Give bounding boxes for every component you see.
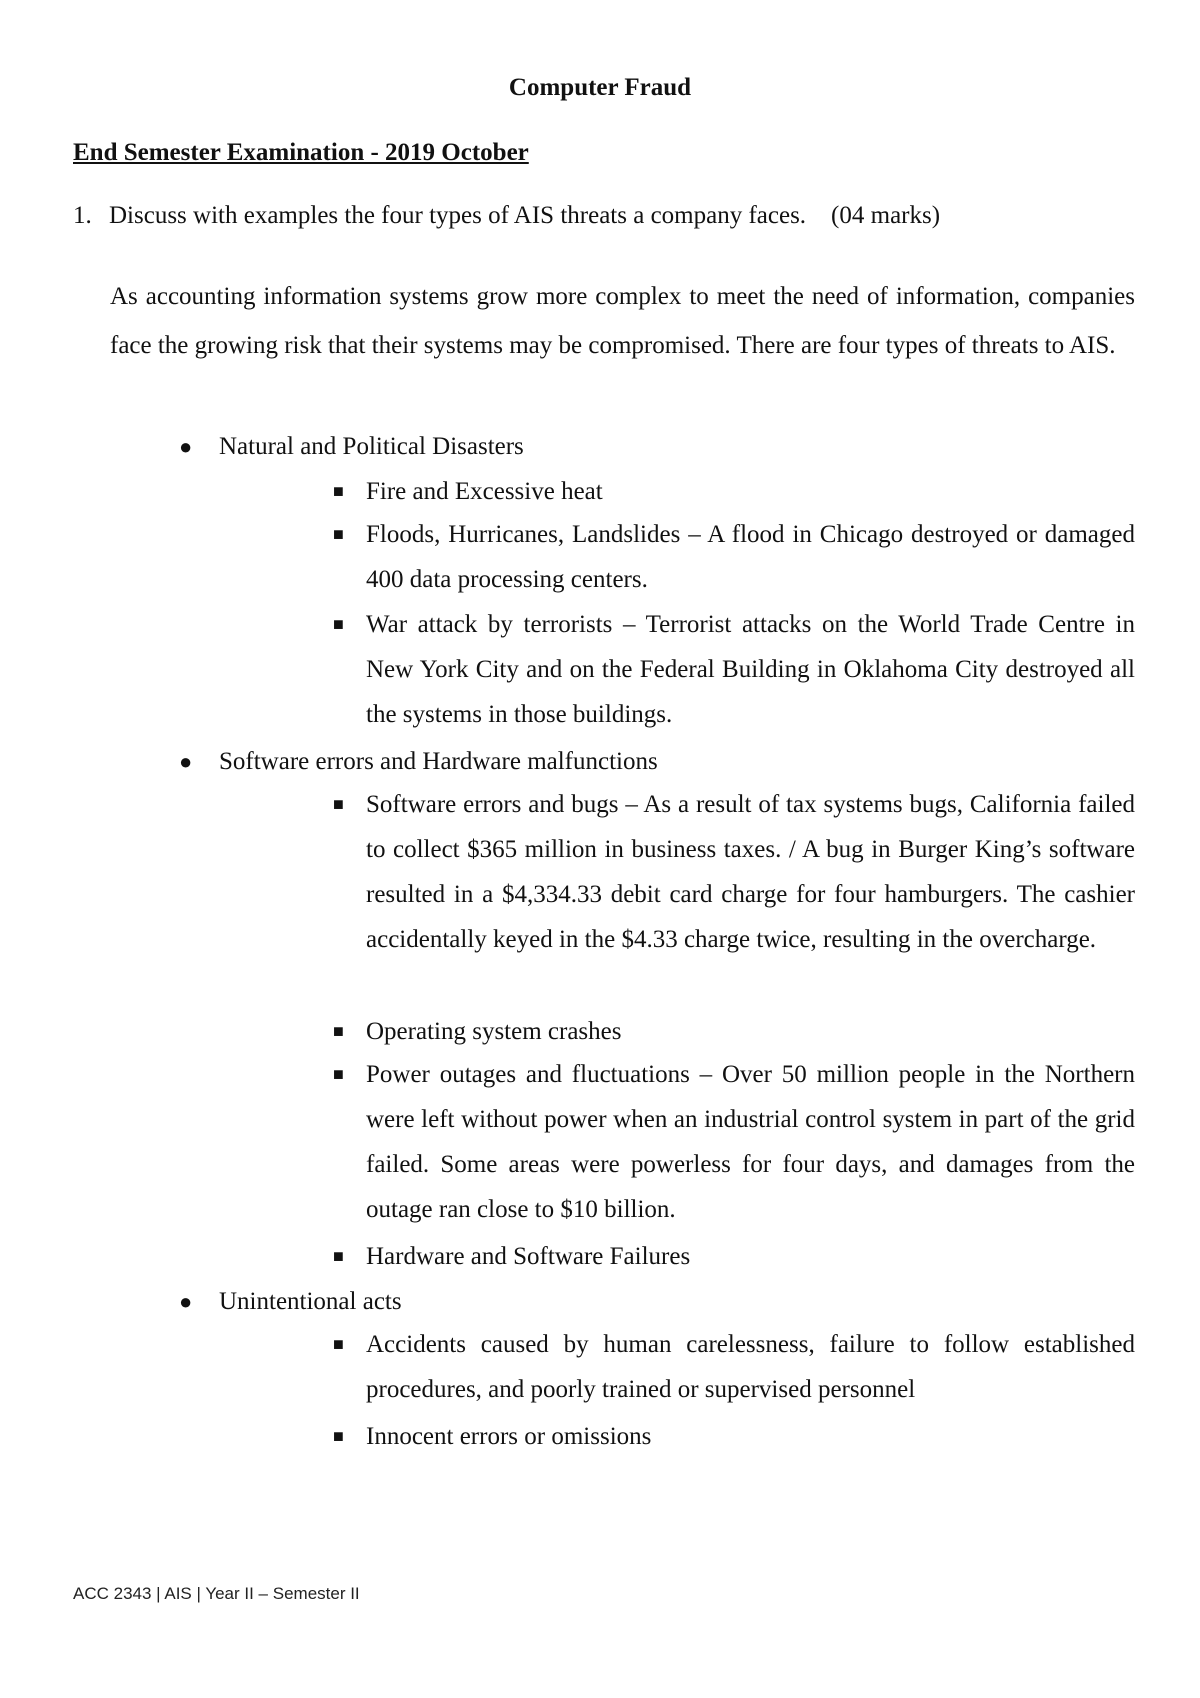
bullet-square-icon: ■ [333, 524, 344, 544]
list-item [333, 1052, 1135, 1232]
exam-heading: End Semester Examination - 2019 October [73, 139, 529, 166]
list-item-text: Software errors and bugs – As a result of tax systems bugs, California failed to collect $365 million in business taxes. / A bug in Burger King’s software resulted in a $4,334.33 debit card charge for four hamburgers. The cashier accidentally keyed in the $4.33 charge twice, resulting in the overcharge. [366, 791, 1135, 953]
bullet-square-icon: ■ [333, 794, 344, 814]
list-item [333, 1322, 1135, 1412]
question-1 [73, 202, 940, 230]
list-item [333, 1007, 1135, 1056]
section-heading-text: Software errors and Hardware malfunctions [219, 748, 658, 775]
list-item-text: Fire and Excessive heat [366, 478, 603, 505]
list-item [333, 512, 1135, 602]
list-item [333, 602, 1135, 737]
list-item [333, 467, 1135, 516]
question-text: Discuss with examples the four types of AIS threats a company faces. (04 marks) [109, 202, 941, 229]
list-item [333, 1232, 1135, 1281]
bullet-square-icon: ■ [333, 1246, 344, 1266]
list-item-text: Accidents caused by human carelessness, failure to follow established procedures, and poorly trained or supervised personnel [366, 1331, 1135, 1403]
section-heading-text: Unintentional acts [219, 1288, 402, 1315]
bullet-dot-icon: ● [179, 1289, 193, 1314]
question-number: 1. [73, 202, 92, 229]
intro-paragraph: As accounting information systems grow more complex to meet the need of information, companies face the growing risk that their systems may be compromised. There are four types of threats to AIS. [110, 283, 1135, 359]
section-heading-software-errors [179, 737, 1135, 786]
list-item-text: Power outages and fluctuations – Over 50 million people in the Northern were left without power when an industrial control system in part of the grid failed. Some areas were powerless for four days, and damages from the outage ran close to $10 billion. [366, 1061, 1135, 1223]
bullet-dot-icon: ● [179, 434, 193, 459]
list-item [333, 782, 1135, 962]
bullet-square-icon: ■ [333, 481, 344, 501]
list-item-text: Hardware and Software Failures [366, 1243, 691, 1270]
list-item-text: Floods, Hurricanes, Landslides – A flood in Chicago destroyed or damaged 400 data processing centers. [366, 521, 1135, 593]
list-item-text: Operating system crashes [366, 1018, 622, 1045]
bullet-square-icon: ■ [333, 1021, 344, 1041]
bullet-dot-icon: ● [179, 749, 193, 774]
list-item [333, 1412, 1135, 1461]
bullet-square-icon: ■ [333, 1334, 344, 1354]
page-title: Computer Fraud [508, 74, 692, 101]
list-item-text: Innocent errors or omissions [366, 1423, 652, 1450]
section-heading-text: Natural and Political Disasters [219, 433, 524, 460]
section-heading-natural-disasters [179, 422, 1135, 471]
list-item-text: War attack by terrorists – Terrorist attacks on the World Trade Centre in New York City and on the Federal Building in Oklahoma City destroyed all the systems in those buildings. [366, 611, 1135, 728]
bullet-square-icon: ■ [333, 1064, 344, 1084]
section-heading-unintentional-acts [179, 1277, 1135, 1326]
page-footer: ACC 2343 | AIS | Year II – Semester II [73, 1584, 360, 1603]
bullet-square-icon: ■ [333, 1426, 344, 1446]
bullet-square-icon: ■ [333, 614, 344, 634]
